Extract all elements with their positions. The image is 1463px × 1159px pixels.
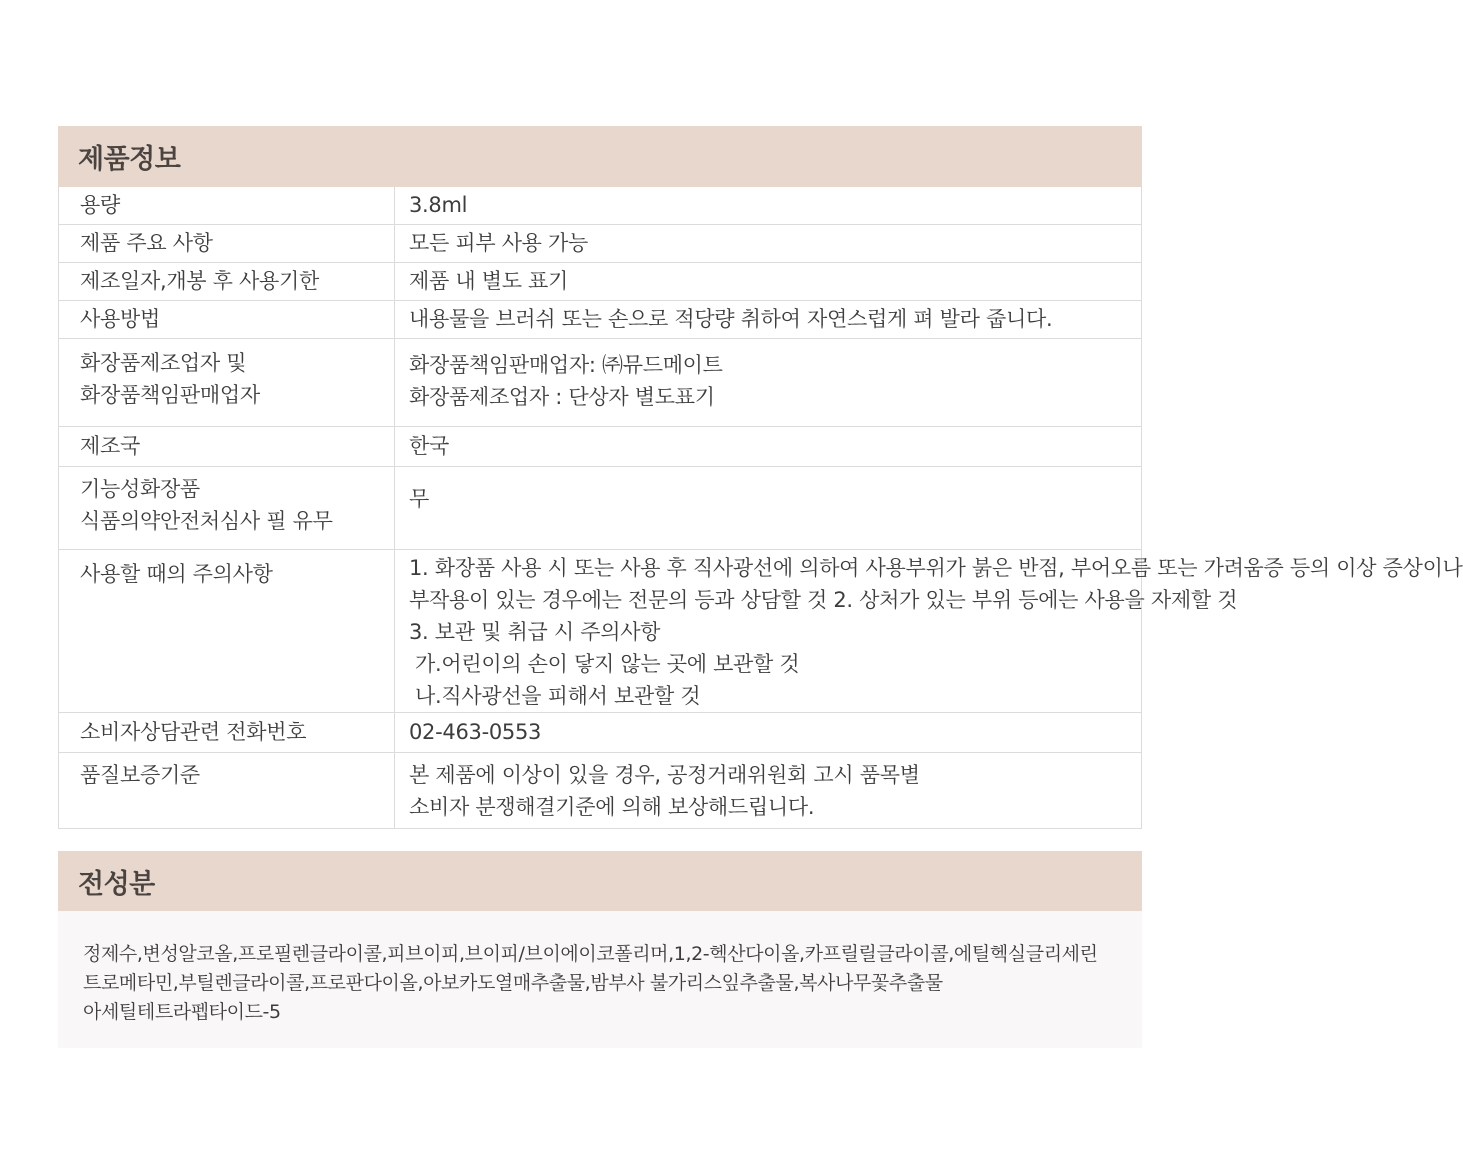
value-line: 화장품책임판매업자: ㈜뮤드메이트 xyxy=(409,352,723,377)
label-line: 화장품책임판매업자 xyxy=(80,382,260,407)
row-value xyxy=(395,549,1463,712)
label-line: 품질보증기준 xyxy=(80,762,200,787)
row-label xyxy=(59,187,395,224)
value-line: 무 xyxy=(409,486,429,511)
row-label xyxy=(59,752,395,828)
row-label xyxy=(59,300,395,338)
value-line: 제품 내 별도 표기 xyxy=(409,268,569,293)
table-row xyxy=(59,426,1142,466)
row-value xyxy=(395,224,1142,262)
table-row xyxy=(59,224,1142,262)
caution-line: 가.어린이의 손이 닿지 않는 곳에 보관할 것 xyxy=(415,651,800,676)
row-value xyxy=(395,466,1142,549)
table-row xyxy=(59,262,1142,300)
row-label xyxy=(59,712,395,752)
ingredient-line: 아세틸테트라펩타이드-5 xyxy=(83,1001,281,1023)
caution-line: 1. 화장품 사용 시 또는 사용 후 직사광선에 의하여 사용부위가 붉은 반점, 부어오름 또는 가려움증 등의 이상 증상이나 xyxy=(409,555,1463,580)
product-info-section xyxy=(58,126,1463,829)
label-line: 제품 주요 사항 xyxy=(80,230,213,255)
value-line: 본 제품에 이상이 있을 경우, 공정거래위원회 고시 품목별 xyxy=(409,762,920,787)
value-line: 화장품제조업자 : 단상자 별도표기 xyxy=(409,384,715,409)
value-line: 내용물을 브러쉬 또는 손으로 적당량 취하여 자연스럽게 펴 발라 줍니다. xyxy=(409,306,1053,331)
table-row xyxy=(59,338,1142,426)
row-label xyxy=(59,262,395,300)
value-line: 02-463-0553 xyxy=(409,719,542,744)
table-row xyxy=(59,300,1142,338)
row-label xyxy=(59,466,395,549)
caution-line: 3. 보관 및 취급 시 주의사항 xyxy=(409,619,661,644)
label-line: 제조국 xyxy=(80,433,140,458)
ingredients-title: 전성분 xyxy=(58,851,1142,911)
label-line: 사용할 때의 주의사항 xyxy=(80,561,273,586)
table-row xyxy=(59,712,1142,752)
ingredient-line: 트로메타민,부틸렌글라이콜,프로판다이올,아보카도열매추출물,밤부사 불가리스잎추출물,복사나무꽃추출물 xyxy=(83,972,943,994)
value-line: 한국 xyxy=(409,433,449,458)
label-line: 용량 xyxy=(80,193,120,217)
table-row xyxy=(59,752,1142,828)
row-value xyxy=(395,338,1142,426)
table-row xyxy=(59,549,1142,712)
row-value xyxy=(395,300,1142,338)
product-info-title: 제품정보 xyxy=(58,126,1142,187)
caution-line: 부작용이 있는 경우에는 전문의 등과 상담할 것 2. 상처가 있는 부위 등에는 사용을 자제할 것 xyxy=(409,587,1238,612)
ingredient-line: 정제수,변성알코올,프로필렌글라이콜,피브이피,브이피/브이에이코폴리머,1,2-헥산다이올,카프릴릴글라이콜,에틸헥실글리세린 xyxy=(83,943,1098,965)
label-line: 식품의약안전처심사 필 유무 xyxy=(80,508,333,533)
row-value xyxy=(395,712,1142,752)
label-line: 제조일자,개봉 후 사용기한 xyxy=(80,268,319,293)
row-label xyxy=(59,549,395,712)
row-value xyxy=(395,262,1142,300)
table-row xyxy=(59,466,1142,549)
row-label xyxy=(59,338,395,426)
product-info-table xyxy=(58,187,1463,829)
row-label xyxy=(59,426,395,466)
value-line: 3.8ml xyxy=(409,193,468,217)
row-value xyxy=(395,752,1142,828)
row-value xyxy=(395,187,1142,224)
ingredients-list xyxy=(58,911,1142,1048)
row-label xyxy=(59,224,395,262)
label-line: 화장품제조업자 및 xyxy=(80,350,247,375)
ingredients-section xyxy=(58,851,1142,1048)
value-line: 소비자 분쟁해결기준에 의해 보상해드립니다. xyxy=(409,794,815,819)
caution-line: 나.직사광선을 피해서 보관할 것 xyxy=(415,683,701,708)
value-line: 모든 피부 사용 가능 xyxy=(409,230,589,255)
label-line: 기능성화장품 xyxy=(80,476,200,501)
table-row xyxy=(59,187,1142,224)
row-value xyxy=(395,426,1142,466)
label-line: 사용방법 xyxy=(80,306,160,331)
label-line: 소비자상담관련 전화번호 xyxy=(80,719,307,744)
